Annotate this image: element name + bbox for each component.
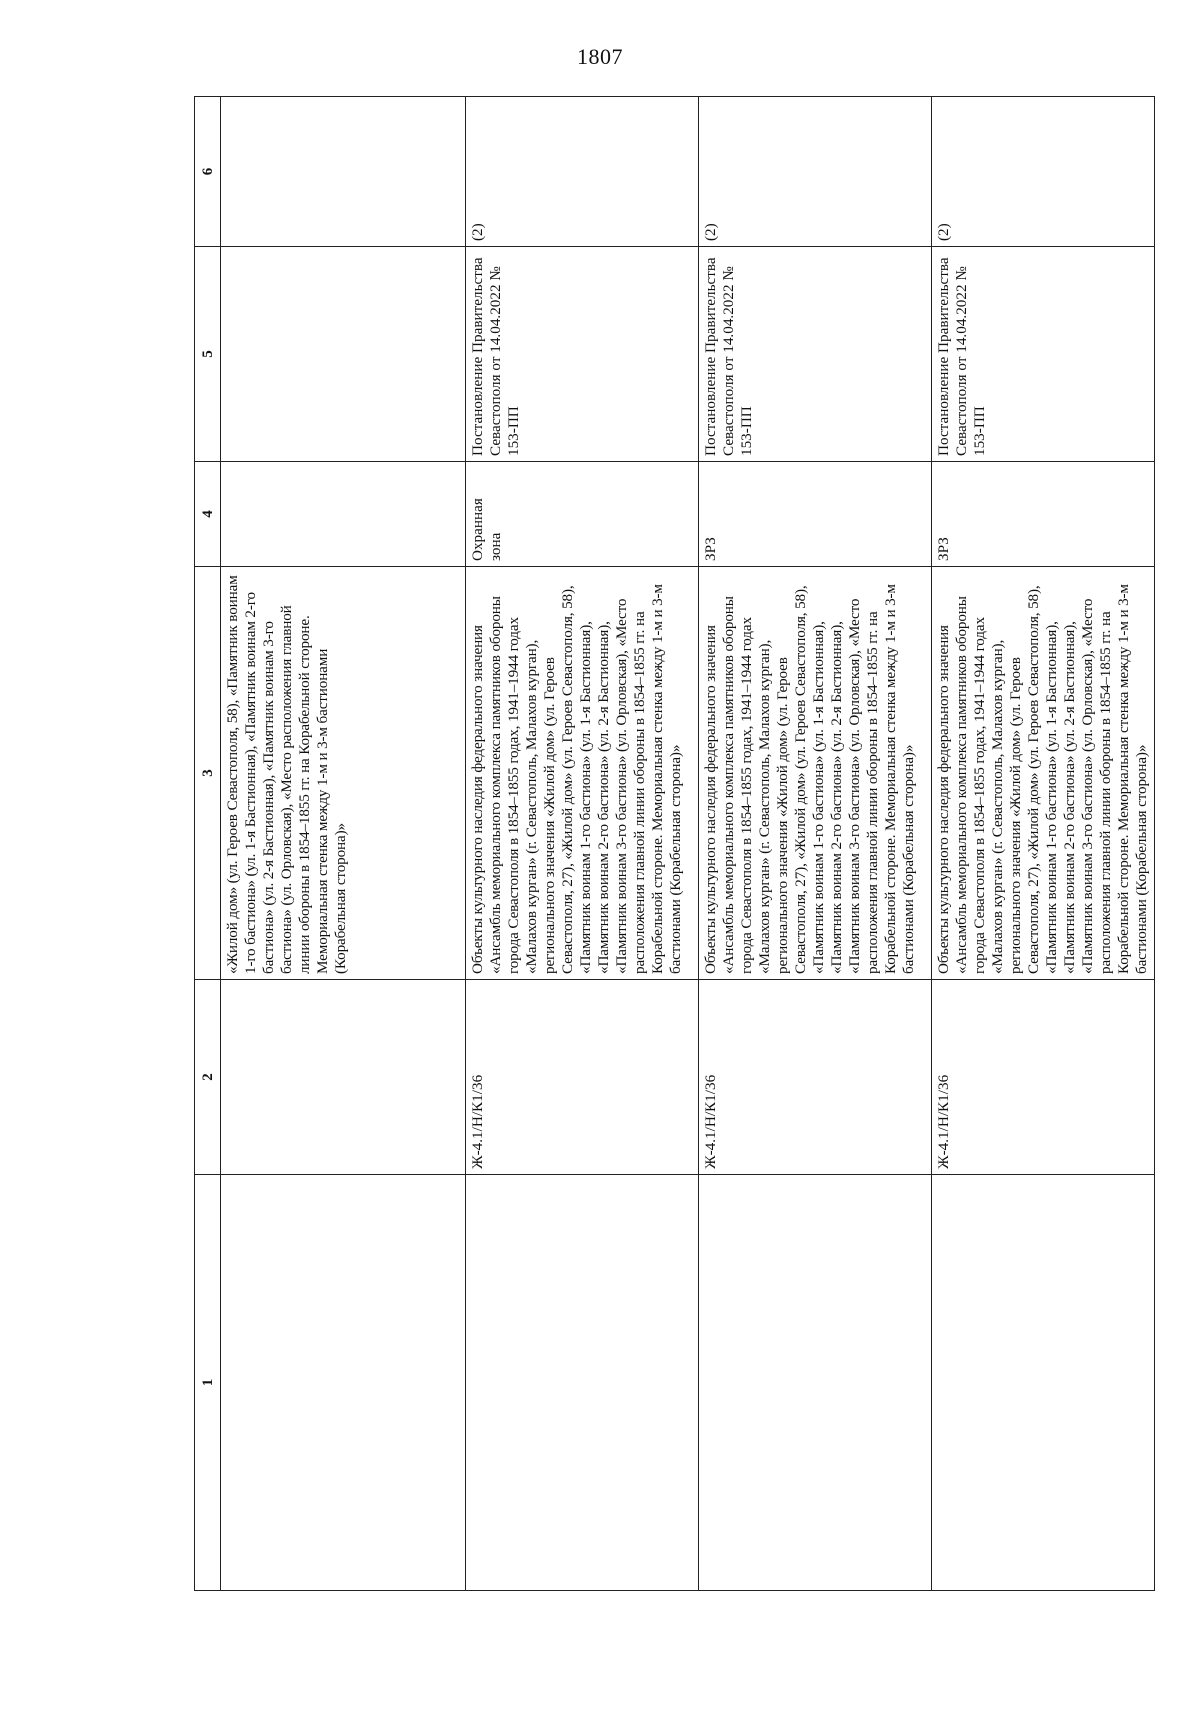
cell-decree: Постановление Правительства Севастополя от 14.04.2022 № 153-ПП — [932, 247, 1155, 462]
column-header-4: 4 — [195, 462, 221, 567]
cell-number — [221, 1175, 466, 1591]
column-header-5: 5 — [195, 247, 221, 462]
cell-note — [221, 97, 466, 247]
table-header-row — [195, 97, 221, 1591]
column-header-2: 2 — [195, 980, 221, 1175]
cell-zone-type: ЗРЗ — [932, 462, 1155, 567]
cell-heritage-objects: «Жилой дом» (ул. Героев Севастополя, 58), «Памятник воинам 1-го бастиона» (ул. 1-я Бастионная), «Памятник воинам 2-го бастиона» (ул. 2-я Бастионная), «Памятник воинам 3-го бастиона» (ул. Орловская), «Место расположения главной линии обороны в 1854–1855 гг. на Корабельной стороне. Мемориальная стенка между 1-м и 3-м бастионами (Корабельная сторона)» — [221, 567, 466, 980]
cell-note: (2) — [932, 97, 1155, 247]
cell-note: (2) — [699, 97, 932, 247]
cell-decree: Постановление Правительства Севастополя от 14.04.2022 № 153-ПП — [699, 247, 932, 462]
table-row — [466, 97, 699, 1591]
cell-zone-code: Ж-4.1/Н/К1/36 — [932, 980, 1155, 1175]
heritage-zones-table — [194, 96, 1155, 1591]
cell-zone-type: ЗРЗ — [699, 462, 932, 567]
table-row — [221, 97, 466, 1591]
table-row — [932, 97, 1155, 1591]
column-header-1: 1 — [195, 1175, 221, 1591]
cell-number — [466, 1175, 699, 1591]
cell-zone-code: Ж-4.1/Н/К1/36 — [466, 980, 699, 1175]
cell-note: (2) — [466, 97, 699, 247]
cell-heritage-objects: Объекты культурного наследия федерального значения «Ансамбль мемориального комплекса памятников обороны города Севастополя в 1854–1855 годах, 1941–1944 годах «Малахов курган» (г. Севастополь, Малахов курган), регионального значения «Жилой дом» (ул. Героев Севастополя, 27), «Жилой дом» (ул. Героев Севастополя, 58), «Памятник воинам 1-го бастиона» (ул. 1-я Бастионная), «Памятник воинам 2-го бастиона» (ул. 2-я Бастионная), «Памятник воинам 3-го бастиона» (ул. Орловская), «Место расположения главной линии обороны в 1854–1855 гг. на Корабельной стороне. Мемориальная стенка между 1-м и 3-м бастионами (Корабельная сторона)» — [932, 567, 1155, 980]
page-number: 1807 — [577, 44, 623, 69]
table-row — [699, 97, 932, 1591]
column-header-3: 3 — [195, 567, 221, 980]
cell-number — [932, 1175, 1155, 1591]
cell-heritage-objects: Объекты культурного наследия федерального значения «Ансамбль мемориального комплекса памятников обороны города Севастополя в 1854–1855 годах, 1941–1944 годах «Малахов курган» (г. Севастополь, Малахов курган), регионального значения «Жилой дом» (ул. Героев Севастополя, 27), «Жилой дом» (ул. Героев Севастополя, 58), «Памятник воинам 1-го бастиона» (ул. 1-я Бастионная), «Памятник воинам 2-го бастиона» (ул. 2-я Бастионная), «Памятник воинам 3-го бастиона» (ул. Орловская), «Место расположения главной линии обороны в 1854–1855 гг. на Корабельной стороне. Мемориальная стенка между 1-м и 3-м бастионами (Корабельная сторона)» — [699, 567, 932, 980]
cell-number — [699, 1175, 932, 1591]
cell-zone-code: Ж-4.1/Н/К1/36 — [699, 980, 932, 1175]
cell-heritage-objects: Объекты культурного наследия федерального значения «Ансамбль мемориального комплекса памятников обороны города Севастополя в 1854–1855 годах, 1941–1944 годах «Малахов курган» (г. Севастополь, Малахов курган), регионального значения «Жилой дом» (ул. Героев Севастополя, 27), «Жилой дом» (ул. Героев Севастополя, 58), «Памятник воинам 1-го бастиона» (ул. 1-я Бастионная), «Памятник воинам 2-го бастиона» (ул. 2-я Бастионная), «Памятник воинам 3-го бастиона» (ул. Орловская), «Место расположения главной линии обороны в 1854–1855 гг. на Корабельной стороне. Мемориальная стенка между 1-м и 3-м бастионами (Корабельная сторона)» — [466, 567, 699, 980]
cell-zone-type: Охранная зона — [466, 462, 699, 567]
cell-decree — [221, 247, 466, 462]
cell-zone-type — [221, 462, 466, 567]
column-header-6: 6 — [195, 97, 221, 247]
cell-zone-code — [221, 980, 466, 1175]
cell-decree: Постановление Правительства Севастополя от 14.04.2022 № 153-ПП — [466, 247, 699, 462]
rotated-table-container — [194, 97, 1150, 1591]
